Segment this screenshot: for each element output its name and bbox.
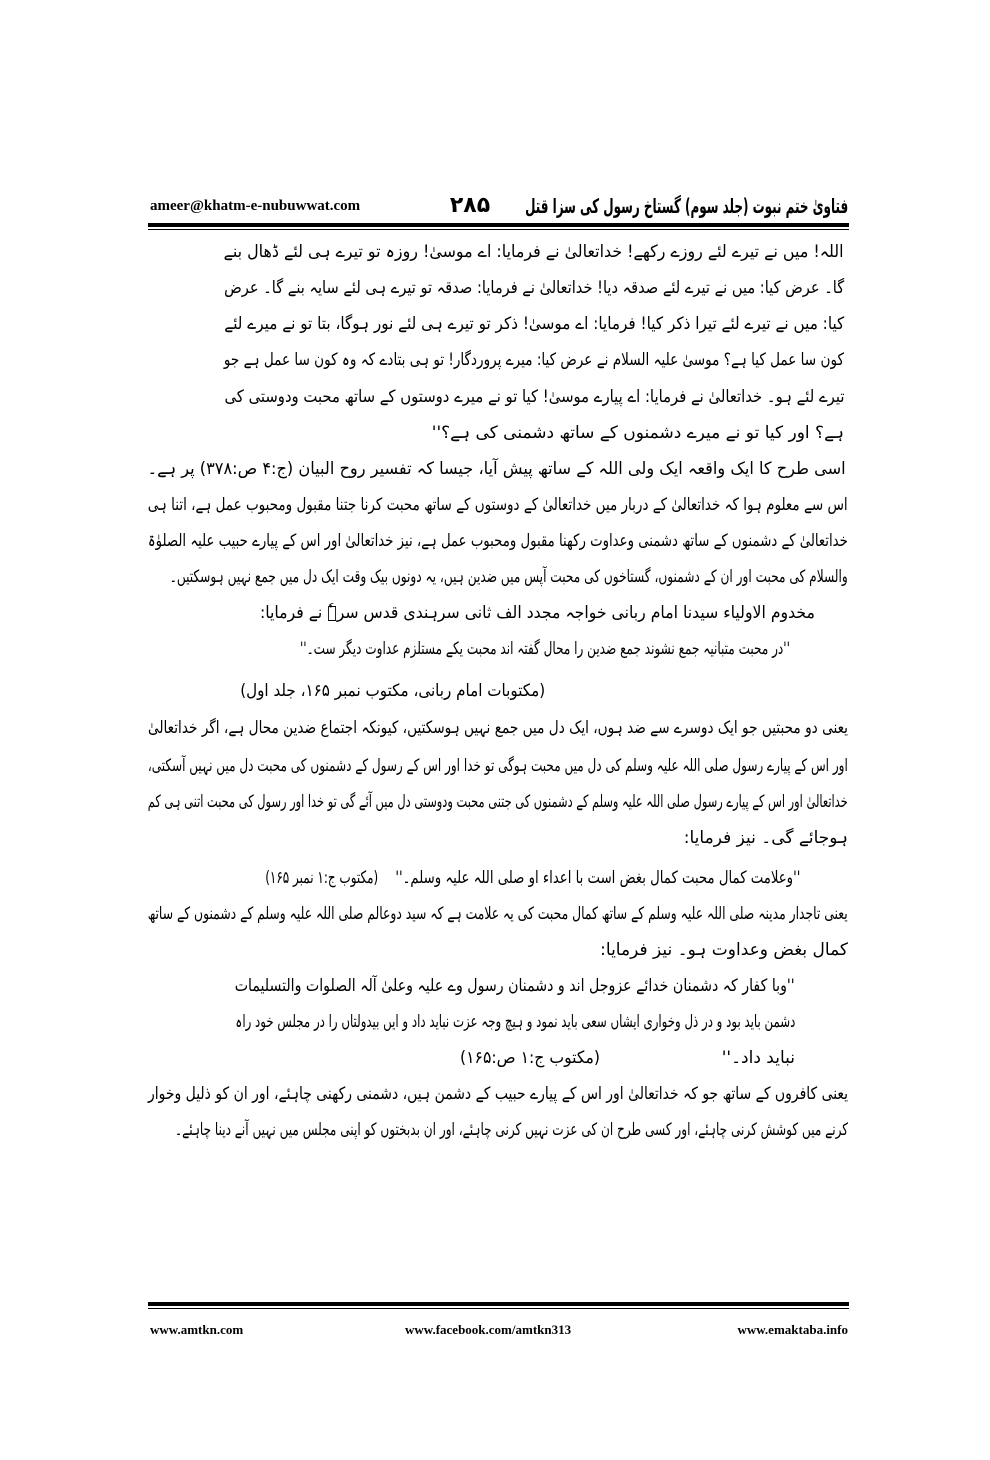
page-number: ۲۸۵ xyxy=(449,193,491,218)
text-line xyxy=(224,382,844,412)
citation-content: (مکتوبات امام ربانی، مکتوب نمبر ۱۶۵، جلد اول) xyxy=(240,681,545,701)
text-line xyxy=(224,237,844,267)
text-line-content: کون سا عمل کیا ہے؟ موسیٰ علیہ السلام نے عرض کیا: میرے پروردگار! تو ہی بتادے کہ وہ کون سا عمل ہے جو xyxy=(224,350,844,370)
text-line-content: اور اس کے پیارے رسول صلی اللہ علیہ وسلم کی دل میں محبت ہوگی تو خدا اور اس کے رسول کے دشمنوں کی محبت دل میں نہیں آسکتی، xyxy=(148,756,848,776)
text-line xyxy=(224,309,844,339)
quote-line-content: نباید داد۔'' xyxy=(721,1048,795,1068)
text-line xyxy=(175,1115,848,1145)
quote-line xyxy=(640,1043,795,1073)
footer-link-right[interactable]: www.emaktaba.info xyxy=(737,1322,848,1337)
text-line-content: خداتعالیٰ کے دشمنوں کے ساتھ دشمنی وعداوت رکھنا مقبول ومحبوب عمل ہے، نیز خداتعالیٰ اور اس کے پیارے حبیب علیہ الصلوٰۃ xyxy=(148,531,848,551)
text-line xyxy=(148,713,848,743)
text-line-content: مخدوم الاولیاء سیدنا امام ربانی خواجہ مجدد الف ثانی سرہندی قدس سرہٗ نے فرمایا: xyxy=(260,603,815,623)
text-line-content: یعنی تاجدار مدینہ صلی اللہ علیہ وسلم کے ساتھ کمال محبت کی یہ علامت ہے کہ سید دوعالم صلی اللہ علیہ وسلم کے دشمنوں کے ساتھ xyxy=(148,904,848,924)
text-line-content: کمال بغض وعداوت ہو۔ نیز فرمایا: xyxy=(600,940,848,960)
quote-line-content: ''وبا کفار کہ دشمنان خدائے عزوجل اند و دشمنان رسول وے علیہ وعلیٰ آلہ الصلوات والتسلیمات xyxy=(235,976,795,996)
text-line xyxy=(148,454,846,484)
text-line xyxy=(148,526,848,556)
quote-line xyxy=(235,1007,795,1037)
footer-rule-thick xyxy=(148,1302,849,1306)
citation-content: (مکتوب ج:۱ ص:۱۶۵) xyxy=(460,1048,600,1068)
text-line-content: اللہ! میں نے تیرے لئے روزے رکھے! خداتعالیٰ نے فرمایا: اے موسیٰ! روزہ تو تیرے ہی لئے ڈھال بنے xyxy=(224,242,844,262)
text-line xyxy=(224,273,844,303)
text-line-content: تیرے لئے ہو۔ خداتعالیٰ نے فرمایا: اے پیارے موسیٰ! کیا تو نے میرے دوستوں کے ساتھ محبت ودوستی کی xyxy=(224,387,844,407)
citation xyxy=(265,863,378,893)
text-line xyxy=(148,490,848,520)
text-line xyxy=(224,345,844,375)
text-line-content: یعنی کافروں کے ساتھ جو کہ خداتعالیٰ اور اس کے پیارے حبیب کے دشمن ہیں، دشمنی رکھنی چاہئے، اور ان کو ذلیل وخوار xyxy=(148,1084,848,1104)
footer-rule-thin xyxy=(148,1308,849,1309)
quote-line xyxy=(300,634,790,664)
text-line-content: کرنے میں کوشش کرنی چاہئے، اور کسی طرح ان کی عزت نہیں کرنی چاہئے، اور ان بدبختوں کو اپنی مجلس میں نہیں آنے دینا چاہئے۔ xyxy=(175,1120,848,1140)
quote-line xyxy=(395,863,800,893)
text-line-content: ہوجائے گی۔ نیز فرمایا: xyxy=(683,828,848,848)
quote-line xyxy=(235,971,795,1001)
header-email: ameer@khatm-e-nubuwwat.com xyxy=(150,198,361,214)
text-line xyxy=(148,787,848,817)
text-line xyxy=(260,598,815,628)
footer-link-center[interactable]: www.facebook.com/amtkn313 xyxy=(405,1322,572,1337)
text-line xyxy=(224,418,844,448)
text-line-content: کیا: میں نے تیرے لئے تیرا ذکر کیا! فرمایا: اے موسیٰ! ذکر تو تیرے ہی لئے نور ہوگا، بتا تو نے میرے لئے xyxy=(224,314,844,334)
text-line-content: گا۔ عرض کیا: میں نے تیرے لئے صدقہ دیا! خداتعالیٰ نے فرمایا: صدقہ تو تیرے ہی لئے سایہ بنے گا۔ عرض xyxy=(224,278,844,298)
citation-content: (مکتوب ج:۱ نمبر ۱۶۵) xyxy=(265,868,378,888)
quote-line-content: ''وعلامت کمال محبت کمال بغض است با اعداء او صلی اللہ علیہ وسلم۔'' xyxy=(395,868,800,888)
header-rule-thick xyxy=(148,223,849,227)
text-line xyxy=(148,1079,848,1109)
citation xyxy=(240,676,545,706)
header-rule-thin xyxy=(148,229,849,230)
text-line xyxy=(500,823,848,853)
book-title-box xyxy=(525,192,848,220)
book-title: فتاویٰ ختم نبوت (جلد سوم) گستاخ رسول کی سزا قتل xyxy=(525,194,848,218)
footer-link-left[interactable]: www.amtkn.com xyxy=(150,1322,244,1337)
text-line-content: یعنی دو محبتیں جو ایک دوسرے سے ضد ہوں، ایک دل میں جمع نہیں ہوسکتیں، کیونکہ اجتماع ضدین محال ہے، اگر خداتعالیٰ xyxy=(148,718,848,738)
text-line xyxy=(148,751,848,781)
text-line-content: اس سے معلوم ہوا کہ خداتعالیٰ کے دربار میں خداتعالیٰ کے دوستوں کے ساتھ محبت کرنا جتنا مقبول ومحبوب عمل ہے، اتنا ہی xyxy=(148,495,848,515)
text-line-content: اسی طرح کا ایک واقعہ ایک ولی اللہ کے ساتھ پیش آیا، جیسا کہ تفسیر روح البیان (ج:۴ ص:۳۷۸) پر ہے۔ xyxy=(148,459,846,479)
quote-line-content: دشمن باید بود و در ذل وخواری ایشاں سعی باید نمود و ہیچ وجہ عزت نباید داد و ایں بیدولتاں را در مجلس خود راہ xyxy=(235,1012,795,1032)
text-line-content: خداتعالیٰ اور اس کے پیارے رسول صلی اللہ علیہ وسلم کے دشمنوں کی جتنی محبت ودوستی دل میں آئے گی تو خدا اور رسول کی محبت اتنی ہی کم xyxy=(148,792,848,812)
text-line xyxy=(500,935,848,965)
text-line xyxy=(148,899,848,929)
text-line xyxy=(170,562,848,592)
text-line-content: والسلام کی محبت اور ان کے دشمنوں، گستاخوں کی محبت آپس میں ضدین ہیں، یہ دونوں بیک وقت ایک دل میں جمع نہیں ہوسکتیں۔ xyxy=(170,567,848,587)
text-line-content: ہے؟ اور کیا تو نے میرے دشمنوں کے ساتھ دشمنی کی ہے؟'' xyxy=(431,423,844,443)
quote-line-content: ''در محبت متبانیہ جمع نشوند جمع ضدین را محال گفتہ اند محبت یکے مستلزم عداوت دیگر ست۔'' xyxy=(300,639,790,659)
citation xyxy=(460,1043,600,1073)
